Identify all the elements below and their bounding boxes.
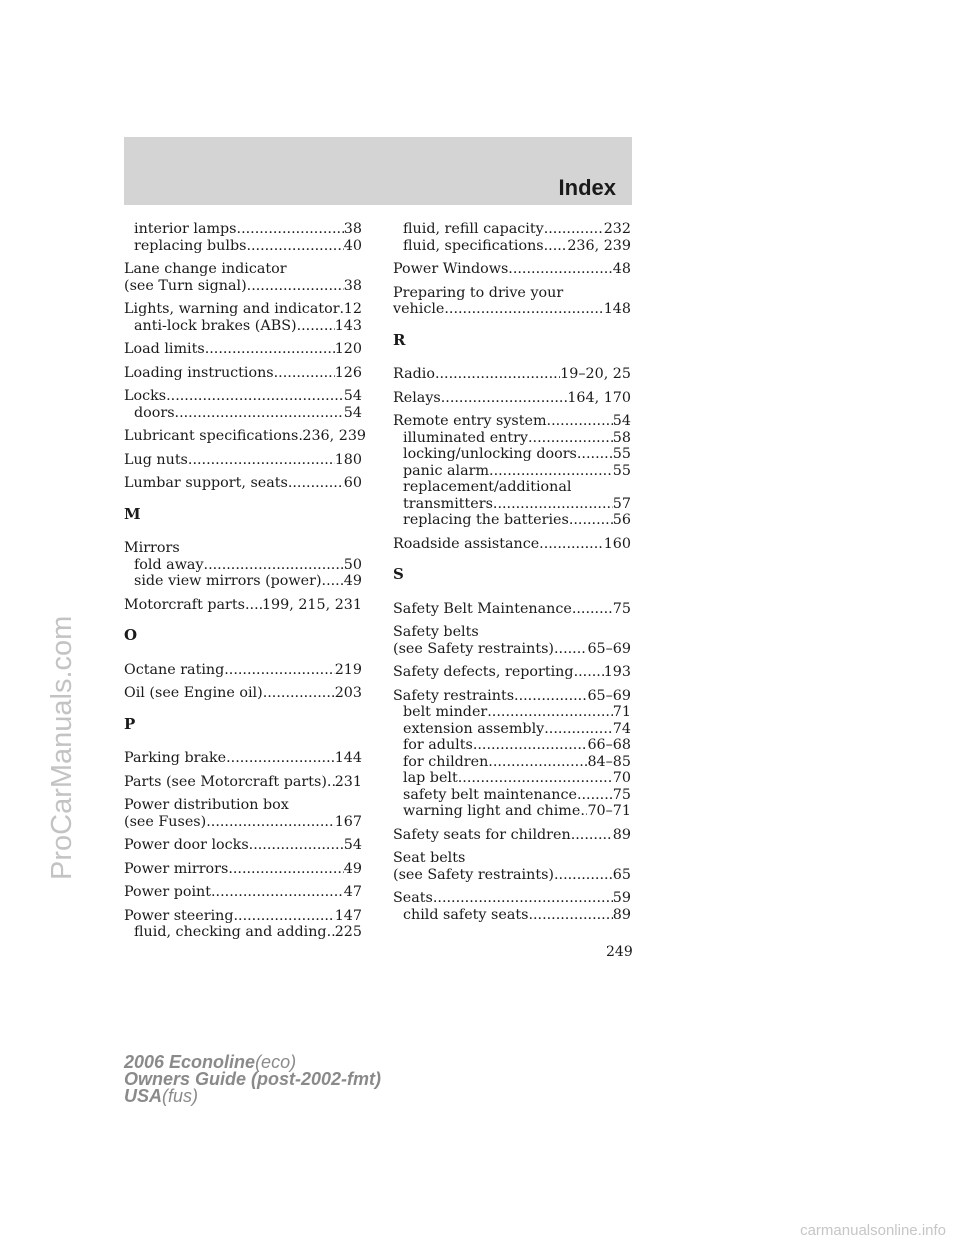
page-reference: 160 bbox=[603, 535, 631, 552]
dot-leader bbox=[435, 366, 560, 383]
page-reference: 219 bbox=[334, 661, 362, 678]
index-term-text: extension assembly bbox=[403, 720, 545, 737]
index-term bbox=[124, 365, 362, 382]
index-subentry bbox=[393, 430, 631, 447]
index-term-text: (see Safety restraints) bbox=[393, 640, 554, 657]
index-entry bbox=[124, 774, 362, 791]
index-term-text: Power mirrors bbox=[124, 860, 229, 877]
page-reference: 164, 170 bbox=[567, 389, 631, 406]
dot-leader bbox=[175, 405, 344, 422]
index-term-text: Loading instructions bbox=[124, 364, 274, 381]
index-letter-heading: P bbox=[124, 714, 136, 733]
dot-leader bbox=[211, 884, 344, 901]
index-term-text: for adults bbox=[403, 737, 473, 753]
index-subentry bbox=[393, 463, 631, 480]
index-term bbox=[124, 428, 367, 445]
index-term bbox=[124, 341, 362, 358]
index-term: Safety belts bbox=[393, 624, 479, 640]
index-entry bbox=[393, 601, 631, 618]
index-subentry bbox=[393, 721, 631, 738]
index-term bbox=[124, 837, 362, 854]
dot-leader bbox=[288, 475, 344, 492]
page-reference: 199, 215, 231 bbox=[261, 596, 362, 613]
watermark bbox=[0, 0, 78, 1242]
page-reference: 71 bbox=[612, 704, 631, 720]
dot-leader bbox=[297, 318, 335, 335]
index-entry bbox=[124, 221, 362, 254]
page-reference: 70 bbox=[612, 770, 631, 786]
index-term-text: for children bbox=[403, 753, 489, 770]
index-term bbox=[393, 867, 631, 884]
dot-leader bbox=[554, 867, 613, 884]
dot-leader bbox=[188, 452, 335, 469]
page-reference: 89 bbox=[612, 826, 631, 843]
index-term bbox=[393, 536, 631, 553]
page-reference: 47 bbox=[343, 884, 362, 900]
dot-leader bbox=[458, 770, 613, 787]
footer-model: 2006 Econoline bbox=[124, 1052, 256, 1072]
dot-leader bbox=[206, 814, 334, 831]
dot-leader bbox=[547, 413, 613, 430]
index-term-text: (see Safety restraints) bbox=[393, 866, 554, 883]
index-entry bbox=[393, 390, 631, 407]
dot-leader bbox=[572, 601, 613, 618]
index-term-text: panic alarm bbox=[403, 462, 490, 479]
index-term bbox=[393, 413, 631, 430]
index-term-text: Safety seats for children bbox=[393, 826, 571, 843]
index-letter-heading: R bbox=[393, 330, 406, 349]
index-entry bbox=[124, 861, 362, 878]
index-term-text: (see Fuses) bbox=[124, 813, 207, 830]
dot-leader bbox=[577, 446, 613, 463]
dot-leader bbox=[580, 803, 587, 820]
index-subentry bbox=[393, 787, 631, 804]
page-reference: 143 bbox=[334, 317, 362, 334]
dot-leader bbox=[237, 221, 344, 238]
index-entry bbox=[393, 890, 631, 923]
dot-leader bbox=[322, 573, 344, 590]
page-reference: 54 bbox=[612, 413, 631, 429]
index-term-text: (see Turn signal) bbox=[124, 277, 247, 294]
dot-leader bbox=[528, 907, 612, 924]
index-term-text: Oil (see Engine oil) bbox=[124, 685, 263, 701]
index-entry bbox=[124, 388, 362, 421]
page-number: 249 bbox=[606, 944, 633, 960]
page-reference: 40 bbox=[343, 237, 362, 254]
index-entry bbox=[124, 662, 362, 679]
page-reference: 225 bbox=[334, 924, 362, 940]
index-term-text: doors bbox=[134, 404, 175, 421]
index-entry bbox=[393, 221, 631, 254]
index-term bbox=[124, 861, 362, 878]
index-term-text: Lights, warning and indicator bbox=[124, 301, 340, 317]
page-reference: 70–71 bbox=[587, 803, 631, 819]
page-reference: 54 bbox=[343, 837, 362, 853]
index-subentry bbox=[393, 803, 631, 820]
index-term: Power distribution box bbox=[124, 797, 289, 813]
footer-guide: Owners Guide (post-2002-fmt) bbox=[124, 1069, 382, 1089]
page-reference: 75 bbox=[612, 786, 631, 803]
page-reference: 74 bbox=[612, 720, 631, 737]
index-letter-heading: S bbox=[393, 565, 404, 583]
page-reference: 48 bbox=[612, 261, 631, 277]
index-term bbox=[124, 814, 362, 831]
dot-leader bbox=[514, 688, 587, 705]
index-term bbox=[124, 662, 362, 679]
index-term bbox=[124, 388, 362, 405]
index-subentry bbox=[393, 704, 631, 721]
index-term-text: fold away bbox=[134, 556, 204, 573]
index-subentry bbox=[124, 924, 362, 941]
page-reference: 58 bbox=[612, 429, 631, 446]
index-term bbox=[393, 641, 631, 658]
index-term-text: Parking brake bbox=[124, 750, 227, 766]
index-entry bbox=[124, 908, 362, 941]
dot-leader bbox=[245, 597, 262, 614]
dot-leader bbox=[444, 301, 603, 318]
dot-leader bbox=[544, 721, 613, 738]
index-term-text: Remote entry system bbox=[393, 413, 547, 429]
page-reference: 49 bbox=[343, 573, 362, 589]
page-reference: 56 bbox=[612, 512, 631, 528]
page-reference: 167 bbox=[334, 813, 362, 830]
index-letter-heading: O bbox=[124, 626, 138, 644]
index-entry bbox=[393, 624, 631, 657]
page-reference: 65–69 bbox=[587, 687, 631, 704]
dot-leader bbox=[488, 754, 587, 771]
index-term: Preparing to drive your bbox=[393, 284, 564, 301]
index-term bbox=[124, 884, 362, 901]
index-term-text: Safety defects, reporting bbox=[393, 664, 574, 680]
index-header-band bbox=[124, 137, 632, 205]
index-term-text: Power steering bbox=[124, 907, 234, 924]
page-reference: 193 bbox=[603, 664, 631, 680]
index-term bbox=[393, 688, 631, 705]
dot-leader bbox=[544, 221, 604, 238]
page-reference: 236, 239 bbox=[567, 237, 631, 254]
index-subentry bbox=[393, 907, 631, 924]
index-entry bbox=[393, 261, 631, 278]
dot-leader bbox=[577, 787, 613, 804]
dot-leader bbox=[327, 924, 335, 941]
index-letter-heading: M bbox=[124, 504, 141, 523]
index-entry bbox=[124, 475, 362, 492]
index-entry bbox=[124, 301, 362, 334]
index-column-left bbox=[124, 221, 367, 948]
page-reference: 38 bbox=[343, 221, 362, 237]
index-term-text: Radio bbox=[393, 366, 435, 382]
page-title: Index bbox=[558, 175, 616, 200]
dot-leader bbox=[274, 365, 335, 382]
page-reference: 65 bbox=[612, 866, 631, 883]
dot-leader bbox=[493, 496, 613, 513]
index-entry bbox=[124, 597, 362, 614]
index-subentry bbox=[124, 318, 362, 335]
page-reference: 54 bbox=[343, 404, 362, 421]
index-term: Mirrors bbox=[124, 540, 180, 556]
dot-leader bbox=[327, 774, 335, 791]
page-reference: 89 bbox=[612, 906, 631, 923]
index-subentry bbox=[393, 512, 631, 529]
page-reference: 75 bbox=[612, 600, 631, 617]
index-term-text: anti-lock brakes (ABS) bbox=[134, 317, 297, 334]
dot-leader bbox=[571, 827, 613, 844]
index-subentry bbox=[124, 405, 362, 422]
document-footer bbox=[124, 1054, 381, 1105]
index-term bbox=[124, 908, 362, 925]
index-term bbox=[393, 366, 631, 383]
index-term-text: interior lamps bbox=[134, 221, 237, 237]
dot-leader bbox=[247, 278, 344, 295]
index-term-text: Lubricant specifications bbox=[124, 428, 299, 444]
index-term-text: Parts (see Motorcraft parts) bbox=[124, 773, 327, 790]
page-reference: 50 bbox=[343, 556, 362, 573]
page-reference: 65–69 bbox=[587, 640, 631, 657]
dot-leader bbox=[508, 261, 613, 278]
footer-market-code: (fus) bbox=[162, 1086, 199, 1106]
index-entry bbox=[393, 827, 631, 844]
index-entry bbox=[124, 685, 362, 702]
page-reference: 120 bbox=[334, 341, 362, 357]
index-term bbox=[124, 301, 362, 318]
dot-leader bbox=[528, 430, 613, 447]
index-term bbox=[124, 774, 362, 791]
dot-leader bbox=[569, 512, 613, 529]
page-reference: 236, 239 bbox=[302, 428, 367, 444]
dot-leader bbox=[441, 390, 568, 407]
index-term-text: child safety seats bbox=[403, 906, 529, 923]
dot-leader bbox=[489, 463, 613, 480]
page-reference: 60 bbox=[343, 475, 362, 491]
dot-leader bbox=[473, 737, 588, 754]
index-entry bbox=[124, 750, 362, 767]
index-term-text: safety belt maintenance bbox=[403, 786, 577, 803]
index-term bbox=[124, 750, 362, 767]
dot-leader bbox=[166, 388, 344, 405]
index-term-text: belt minder bbox=[403, 704, 488, 720]
index-subentry bbox=[393, 496, 631, 513]
index-subentry bbox=[393, 221, 631, 238]
index-term-text: Locks bbox=[124, 388, 167, 404]
index-entry bbox=[124, 365, 362, 382]
index-subentry bbox=[393, 770, 631, 787]
dot-leader bbox=[554, 641, 587, 658]
dot-leader bbox=[433, 890, 613, 907]
dot-leader bbox=[226, 750, 335, 767]
index-entry bbox=[124, 797, 362, 830]
page-reference: 66–68 bbox=[587, 737, 631, 753]
index-term-text: vehicle bbox=[393, 301, 445, 317]
dot-leader bbox=[487, 704, 613, 721]
index-term-text: Power door locks bbox=[124, 837, 249, 853]
index-term-text: Safety Belt Maintenance bbox=[393, 600, 572, 617]
index-term-text: Octane rating bbox=[124, 661, 225, 678]
index-term-text: Roadside assistance bbox=[393, 535, 540, 552]
dot-leader bbox=[228, 861, 343, 878]
page-reference: 38 bbox=[343, 277, 362, 294]
page-reference: 55 bbox=[612, 446, 631, 462]
page-reference: 180 bbox=[334, 451, 362, 468]
page-reference: 59 bbox=[612, 890, 631, 906]
index-entry bbox=[393, 536, 631, 553]
index-term bbox=[124, 475, 362, 492]
footer-model-code: (eco) bbox=[255, 1052, 297, 1072]
index-entry bbox=[393, 366, 631, 383]
index-subentry bbox=[393, 446, 631, 463]
index-term-text: illuminated entry bbox=[403, 429, 529, 446]
index-term bbox=[393, 890, 631, 907]
index-term-text: transmitters bbox=[403, 495, 493, 512]
page-reference: 148 bbox=[603, 301, 631, 317]
index-entry bbox=[393, 850, 631, 883]
index-term-text: Relays bbox=[393, 389, 441, 406]
dot-leader bbox=[574, 664, 604, 681]
index-term-text: fluid, specifications bbox=[403, 237, 544, 254]
index-term-text: Load limits bbox=[124, 341, 205, 357]
index-term bbox=[124, 685, 362, 702]
footer-market: USA bbox=[124, 1086, 163, 1106]
page-reference: 84–85 bbox=[587, 753, 631, 770]
index-term-text: fluid, checking and adding bbox=[134, 924, 327, 940]
index-entry bbox=[393, 664, 631, 681]
index-subentry bbox=[124, 221, 362, 238]
dot-leader bbox=[246, 238, 343, 255]
dot-leader bbox=[539, 536, 604, 553]
index-term bbox=[393, 664, 631, 681]
page-reference: 12 bbox=[343, 301, 362, 317]
index-term-text: replacing the batteries bbox=[403, 512, 569, 528]
page-reference: 126 bbox=[334, 364, 362, 381]
index-term-text: Lumbar support, seats bbox=[124, 475, 288, 491]
dot-leader bbox=[234, 908, 335, 925]
index-term bbox=[124, 452, 362, 469]
index-term-text: replacing bulbs bbox=[134, 237, 247, 254]
dot-leader bbox=[544, 238, 568, 255]
index-subentry bbox=[393, 737, 631, 754]
index-entry bbox=[393, 413, 631, 529]
index-term bbox=[393, 827, 631, 844]
index-term bbox=[393, 390, 631, 407]
page-reference: 54 bbox=[343, 388, 362, 404]
page-reference: 203 bbox=[334, 685, 362, 701]
index-entry bbox=[393, 285, 631, 318]
page-reference: 57 bbox=[612, 495, 631, 512]
index-term-text: Seats bbox=[393, 890, 433, 906]
page-reference: 49 bbox=[343, 860, 362, 877]
dot-leader bbox=[263, 685, 335, 702]
index-entry bbox=[124, 341, 362, 358]
index-subentry: replacement/additional bbox=[403, 479, 572, 495]
index-term bbox=[124, 597, 362, 614]
index-term-text: Motorcraft parts bbox=[124, 596, 245, 613]
page-reference: 232 bbox=[603, 221, 631, 237]
site-watermark: carmanualsonline.info bbox=[800, 1222, 946, 1239]
index-term bbox=[393, 261, 631, 278]
index-term: Lane change indicator bbox=[124, 261, 287, 277]
index-term bbox=[393, 301, 631, 318]
index-term-text: Lug nuts bbox=[124, 451, 188, 468]
index-term-text: Power point bbox=[124, 884, 212, 900]
index-subentry bbox=[124, 573, 362, 590]
dot-leader bbox=[249, 837, 344, 854]
index-term-text: warning light and chime bbox=[403, 803, 581, 819]
page-reference: 55 bbox=[612, 462, 631, 479]
dot-leader bbox=[204, 557, 344, 574]
index-term-text: side view mirrors (power) bbox=[134, 573, 322, 589]
index-column-right bbox=[393, 221, 631, 930]
index-entry bbox=[124, 452, 362, 469]
index-term-text: Safety restraints bbox=[393, 687, 515, 704]
index-term: Seat belts bbox=[393, 850, 466, 866]
index-term-text: locking/unlocking doors bbox=[403, 446, 577, 462]
page-reference: 147 bbox=[334, 907, 362, 924]
dot-leader bbox=[224, 662, 334, 679]
index-entry bbox=[393, 688, 631, 820]
index-term bbox=[393, 601, 631, 618]
index-entry bbox=[124, 428, 367, 445]
index-entry bbox=[124, 540, 362, 590]
index-entry bbox=[124, 884, 362, 901]
index-subentry bbox=[393, 238, 631, 255]
index-term-text: Power Windows bbox=[393, 261, 509, 277]
page-reference: 144 bbox=[334, 750, 362, 766]
index-subentry bbox=[393, 754, 631, 771]
index-subentry bbox=[124, 238, 362, 255]
index-subentry bbox=[124, 557, 362, 574]
index-term bbox=[124, 278, 362, 295]
index-entry bbox=[124, 837, 362, 854]
dot-leader bbox=[205, 341, 335, 358]
watermark-text: ProCarManuals.com bbox=[46, 615, 78, 880]
index-term-text: lap belt bbox=[403, 770, 458, 786]
index-term-text: fluid, refill capacity bbox=[403, 221, 544, 237]
index-entry bbox=[124, 261, 362, 294]
page-reference: 231 bbox=[334, 773, 362, 790]
page-reference: 19–20, 25 bbox=[560, 366, 631, 382]
